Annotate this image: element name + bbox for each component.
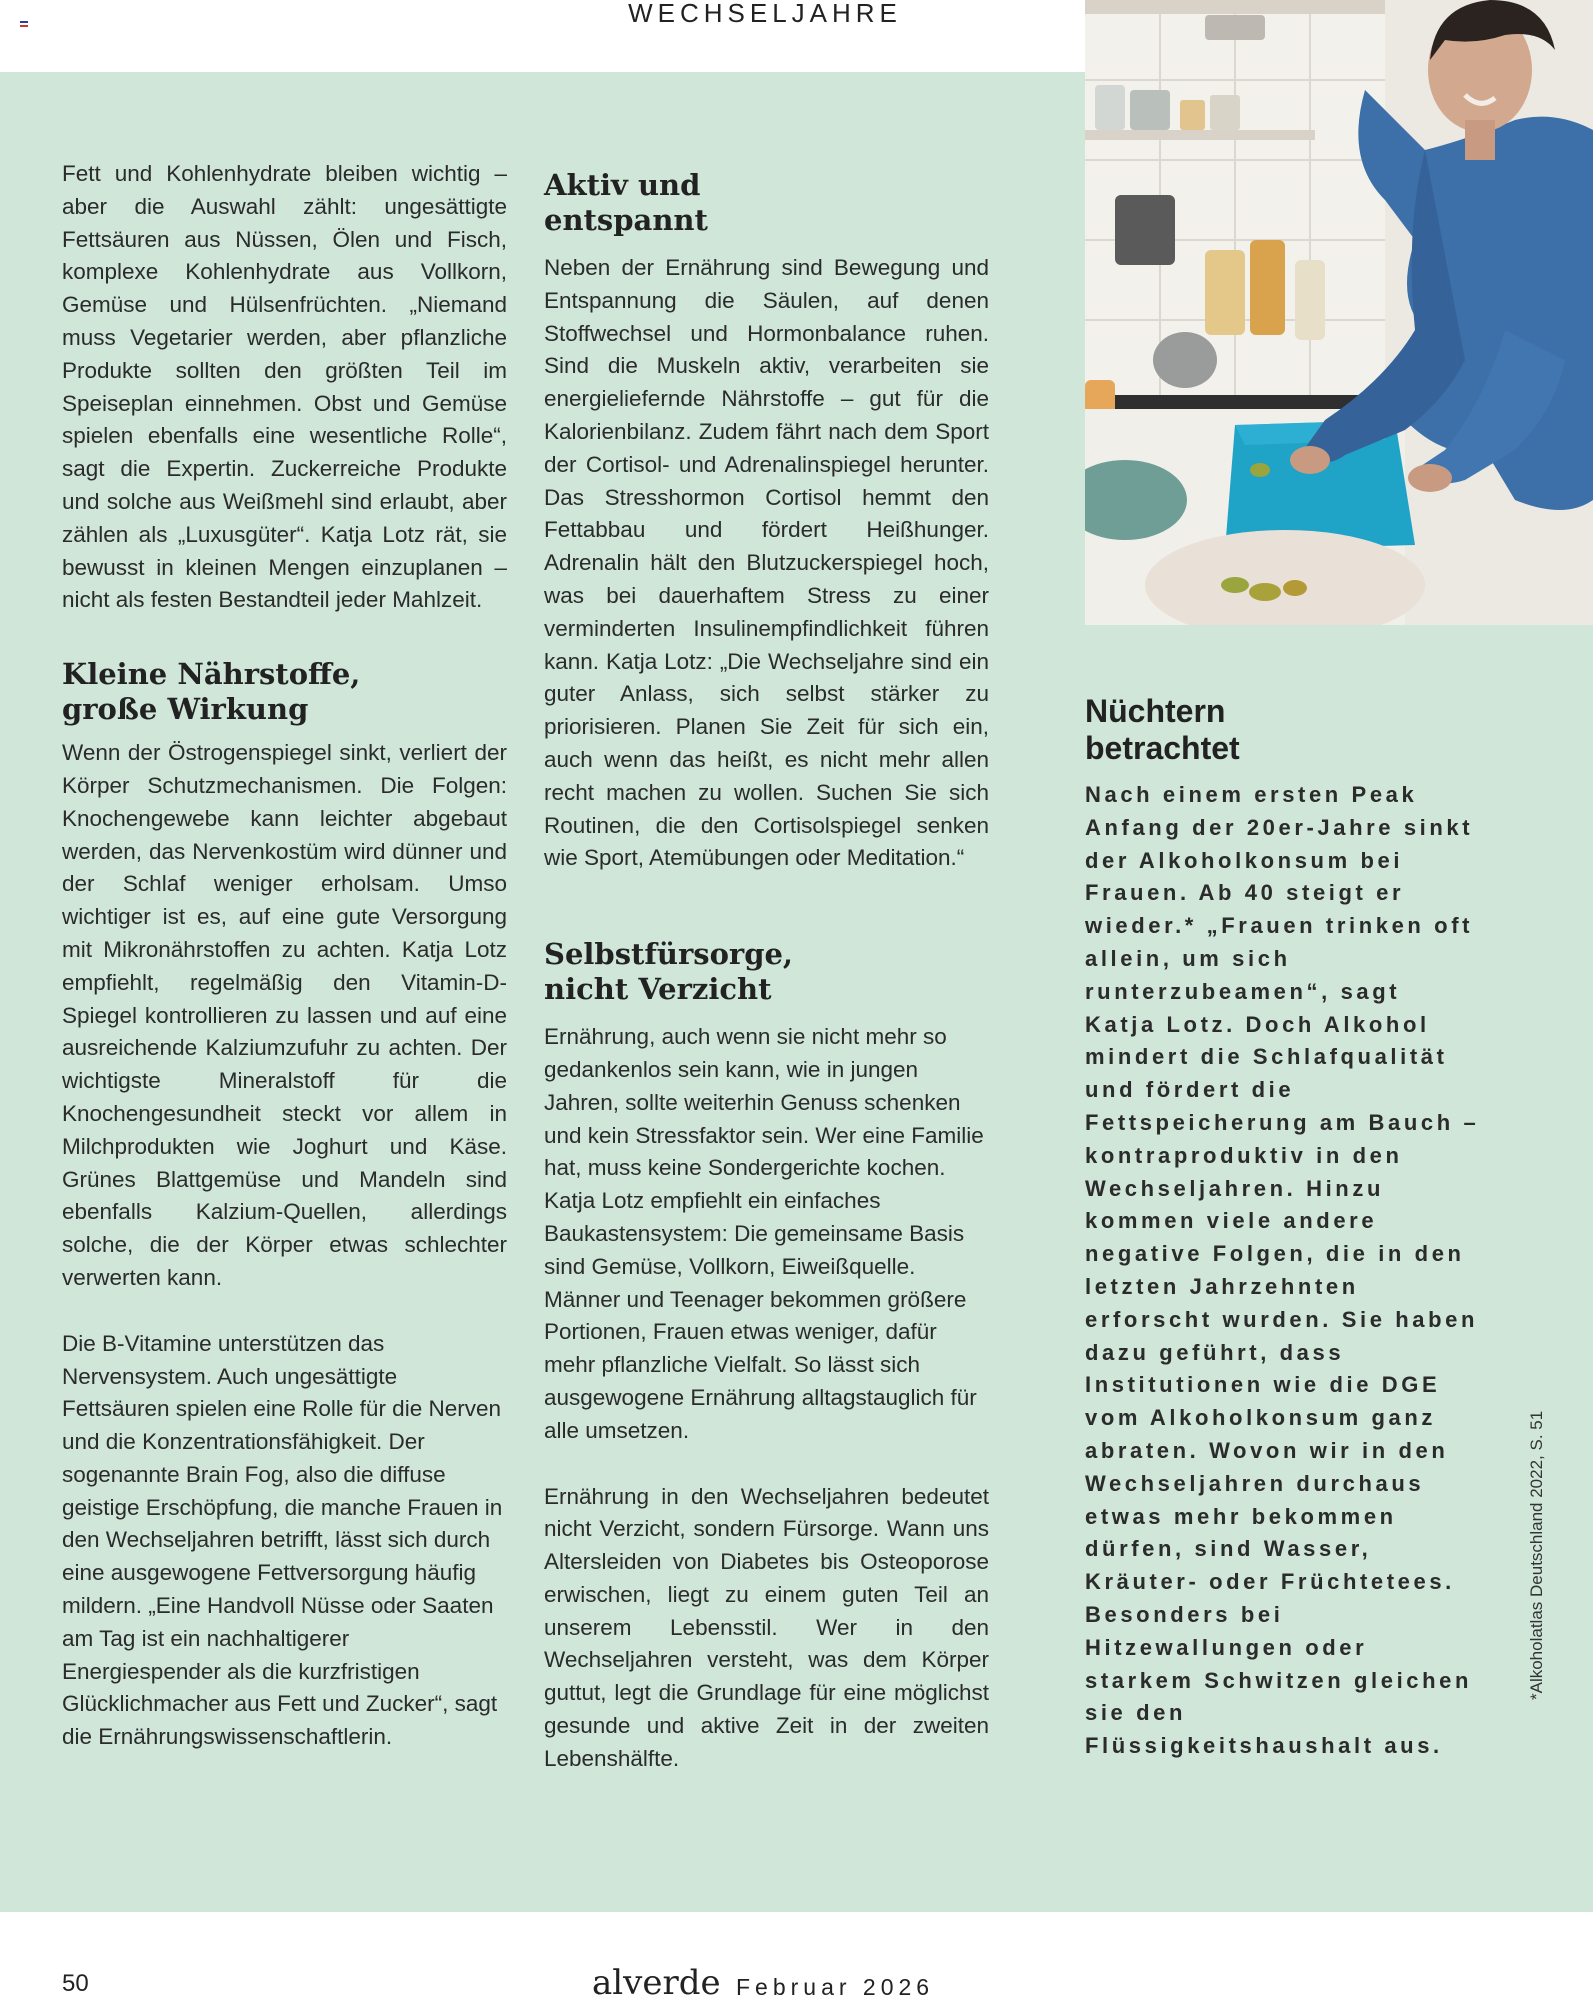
sidebar-box [1085, 693, 1480, 1763]
section-label: WECHSELJAHRE [628, 0, 902, 28]
column2-paragraph-2: Ernährung, auch wenn sie nicht mehr so gedankenlos sein kann, wie in jungen Jahren, sollte weiterhin Genuss schenken und kein Stressfaktor sein. Wer eine Familie hat, muss keine Sondergerichte kochen. Katja Lotz empfiehlt ein einfaches Baukastensystem: Die gemeinsame Basis sind Gemüse, Vollkorn, Eiweißquelle. Männer und Teenager bekommen größere Portionen, Frauen etwas weniger, dafür mehr pflanzliche Vielfalt. So lässt sich ausgewogene Ernährung alltagstauglich für alle umsetzen. [544, 1024, 984, 1443]
column2-paragraph-3: Ernährung in den Wechseljahren bedeutet nicht Verzicht, sondern Fürsorge. Wann uns Altersleiden von Diabetes bis Osteoporose erwischen, liegt zu einem guten Teil an unserem Lebensstil. Wer in den Wechseljahren versteht, was dem Körper guttut, legt die Grundlage für eine möglichst gesunde und aktive Zeit in der zweiten Lebenshälfte. [544, 1483, 989, 1771]
column2-paragraph-1: Neben der Ernährung sind Bewegung und Entspannung die Säulen, auf denen Stoffwechsel und Hormonbalance ruhen. Sind die Muskeln aktiv, verarbeiten sie energieliefernde Nährstoffe – gut für die Kalorienbilanz. Zudem fährt nach dem Sport der Cortisol- und Adrenalinspiegel herunter. Das Stresshormon Cortisol hemmt den Fettabbau und fördert Heißhunger. Adrenalin hält den Blutzuckerspiegel hoch, was bei dauerhaftem Stress zu einer verminderten Insulinempfindlichkeit führen kann. Katja Lotz: „Die Wechseljahre sind ein guter Anlass, sich selbst stärker zu priorisieren. Planen Sie Zeit für sich ein, auch wenn das heißt, es nicht mehr allen recht machen zu wollen. Suchen Sie sich Routinen, die den Cortisolspiegel senken wie Sport, Atemübungen oder Meditation.“ [544, 255, 989, 871]
heading-line-2: nicht Verzicht [544, 972, 772, 1007]
heading-aktiv-entspannt [544, 168, 989, 238]
flag-icon [20, 21, 28, 27]
woman-cooking-photo [1085, 0, 1593, 625]
page-number: 50 [62, 1970, 89, 1997]
issue-date: Februar 2026 [736, 1974, 935, 2000]
brand-logo: alverde [592, 1963, 721, 2003]
heading-kleine-naehrstoffe [62, 657, 507, 727]
column1-paragraph-1: Fett und Kohlenhydrate bleiben wichtig – aber die Auswahl zählt: ungesättigte Fettsäuren aus Nüssen, Ölen und Fisch, komplexe Kohlenhydrate aus Vollkorn, Gemüse und Hülsenfrüchten. „Niemand muss Vegetarier werden, aber pflanzliche Produkte sollten den größten Teil im Speiseplan einnehmen. Obst und Gemüse spielen ebenfalls eine wesentliche Rolle“, sagt die Expertin. Zuckerreiche Produkte und solche aus Weißmehl sind erlaubt, aber zählen als „Luxusgüter“. Katja Lotz rät, sie bewusst in kleinen Mengen einzuplanen – nicht als festen Bestandteil jeder Mahlzeit. [62, 161, 507, 613]
column1-paragraph-3: Die B-Vitamine unterstützen das Nervensystem. Auch ungesättigte Fettsäuren spielen eine Rolle für die Nerven und die Konzentrationsfähigkeit. Der sogenannte Brain Fog, also die diffuse geistige Erschöpfung, die manche Frauen in den Wechseljahren betrifft, lässt sich durch eine ausgewogene Fettversorgung häufig mildern. „Eine Handvoll Nüsse oder Saaten am Tag ist ein nachhaltigerer Energiespender als die kurzfristigen Glücklichmacher aus Fett und Zucker“, sagt die Ernährungswissenschaftlerin. [62, 1330, 503, 1750]
heading-line-2: große Wirkung [62, 692, 309, 727]
sidebar-text: Nach einem ersten Peak Anfang der 20er-Jahre sinkt der Alkoholkonsum bei Frauen. Ab 40 steigt er wieder.* „Frauen trinken oft allein, um sich runterzubeamen“, sagt Katja Lotz. Doch Alkohol mindert die Schlafqualität und fördert die Fettspeicherung am Bauch – kontraproduktiv in den Wechseljahren. Hinzu kommen viele andere negative Folgen, die in den letzten Jahrzehnten erforscht wurden. Sie haben dazu geführt, dass Institutionen wie die DGE vom Alkoholkonsum ganz abraten. Wovon wir in den Wechseljahren durchaus etwas mehr bekommen dürfen, sind Wasser, Kräuter- oder Früchtetees. Besonders bei Hitzewallungen oder starkem Schwitzen gleichen sie den Flüssigkeitshaushalt aus. [1085, 782, 1480, 1759]
column-1 [62, 158, 507, 1754]
footnote-source: *Alkoholatlas Deutschland 2022, S. 51 [1527, 1410, 1546, 1700]
sidebar-heading [1085, 693, 1480, 767]
heading-line-2: entspannt [544, 203, 708, 237]
column-2 [544, 168, 989, 1776]
heading-line-1: Nüchtern [1085, 693, 1226, 729]
heading-line-2: betrachtet [1085, 730, 1240, 766]
column1-paragraph-2: Wenn der Östrogenspiegel sinkt, verliert der Körper Schutzmechanismen. Die Folgen: Knochengewebe kann leichter abgebaut werden, das Nervenkostüm wird dünner und der Schlaf weniger erholsam. Umso wichtiger ist es, auf eine gute Versorgung mit Mikronährstoffen zu achten. Katja Lotz empfiehlt, regelmäßig den Vitamin-D-Spiegel kontrollieren zu lassen und auf eine ausreichende Kalziumzufuhr zu achten. Der wichtigste Mineralstoff für die Knochengesundheit steckt vor allem in Milchprodukten wie Joghurt und Käse. Grünes Blattgemüse und Mandeln sind ebenfalls Kalzium-Quellen, allerdings solche, die der Körper etwas schlechter verwerten kann. [62, 740, 507, 1290]
heading-line-1: Kleine Nährstoffe, [62, 657, 361, 692]
heading-selbstfuersorge [544, 937, 989, 1007]
heading-line-1: Selbstfürsorge, [544, 937, 794, 972]
heading-line-1: Aktiv und [544, 168, 701, 202]
